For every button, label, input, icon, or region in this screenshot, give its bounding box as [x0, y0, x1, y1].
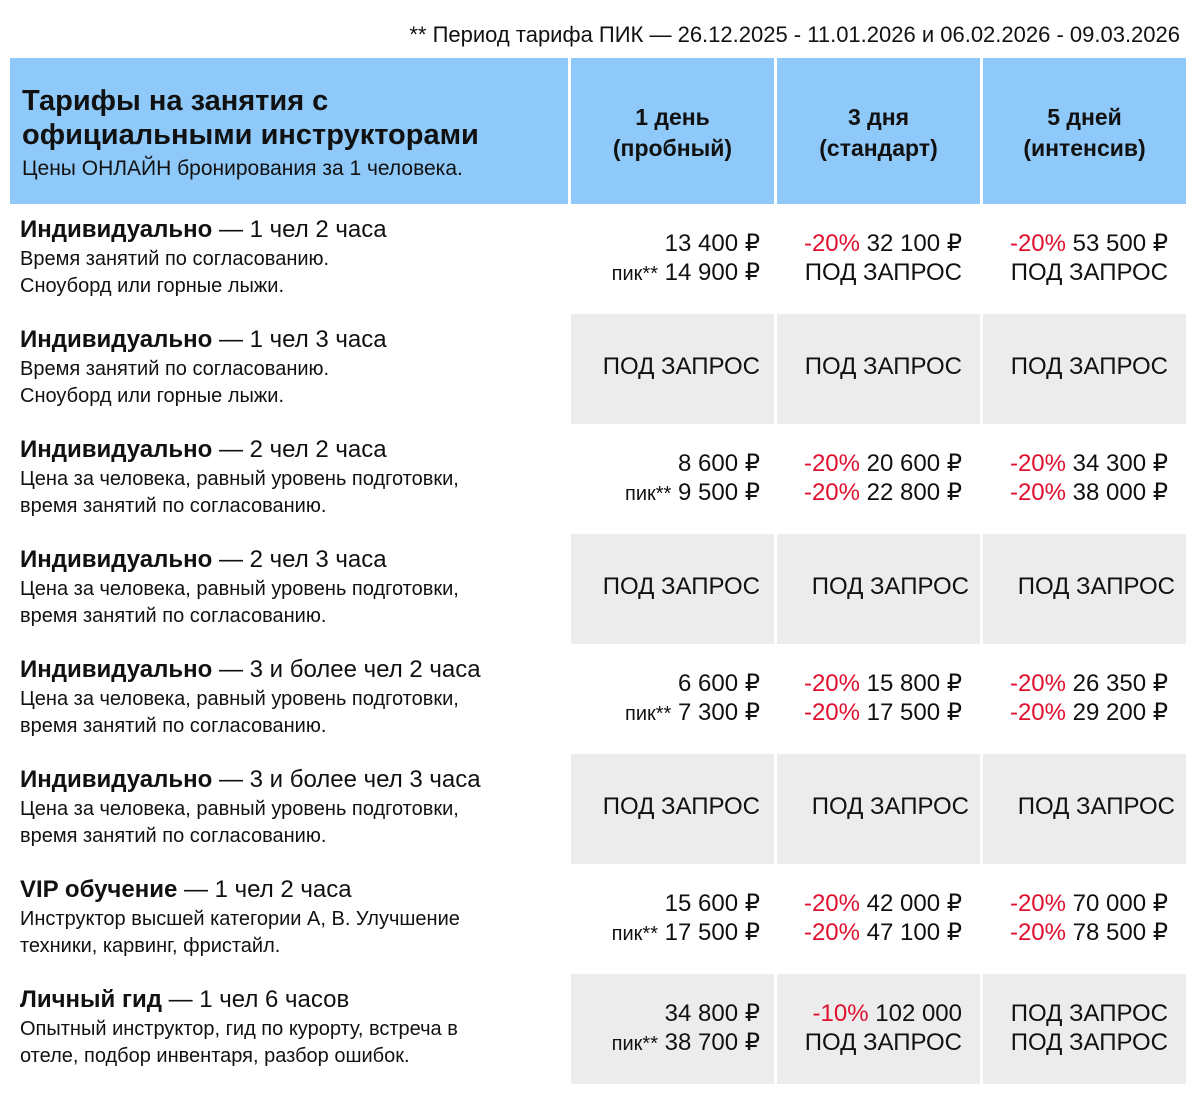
price-cell: ПОД ЗАПРОС [571, 314, 774, 424]
discount-badge: -20% [803, 450, 860, 477]
discount-badge: -20% [1009, 479, 1066, 506]
price-cell: 6 600 ₽ пик** 7 300 ₽ [571, 644, 774, 754]
price-cell: ПОД ЗАПРОС [983, 534, 1186, 644]
discount-badge: -20% [1009, 450, 1066, 477]
price-cell: -20% 42 000 ₽ -20% 47 100 ₽ [777, 864, 980, 974]
table-title: Тарифы на занятия с официальными инструкторами [22, 85, 479, 151]
table-row-desc: Индивидуально — 2 чел 3 часа Цена за человека, равный уровень подготовки, время занятий по согласованию. [10, 534, 568, 644]
header-title-cell [10, 58, 568, 204]
header-col-5days: 5 дней (интенсив) [983, 58, 1186, 204]
price-cell: 15 600 ₽ пик** 17 500 ₽ [571, 864, 774, 974]
price-cell: ПОД ЗАПРОС [983, 314, 1186, 424]
header-col-1day: 1 день (пробный) [571, 58, 774, 204]
price-cell: -20% 70 000 ₽ -20% 78 500 ₽ [983, 864, 1186, 974]
discount-badge: -20% [1009, 890, 1066, 917]
table-subtitle: Цены ОНЛАЙН бронирования за 1 человека. [22, 157, 463, 180]
price-cell: -10% 102 000 ПОД ЗАПРОС [777, 974, 980, 1084]
table-row-desc: Индивидуально — 1 чел 3 часа Время занятий по согласованию. Сноуборд или горные лыжи. [10, 314, 568, 424]
discount-badge: -20% [1009, 699, 1066, 726]
header-col-3days: 3 дня (стандарт) [777, 58, 980, 204]
table-row-desc: Индивидуально — 3 и более чел 2 часа Цена за человека, равный уровень подготовки, время занятий по согласованию. [10, 644, 568, 754]
discount-badge: -10% [812, 1000, 869, 1027]
price-cell: 34 800 ₽ пик** 38 700 ₽ [571, 974, 774, 1084]
price-cell: -20% 20 600 ₽ -20% 22 800 ₽ [777, 424, 980, 534]
price-cell: ПОД ЗАПРОС ПОД ЗАПРОС [983, 974, 1186, 1084]
price-cell: ПОД ЗАПРОС [777, 314, 980, 424]
discount-badge: -20% [803, 919, 860, 946]
discount-badge: -20% [1009, 670, 1066, 697]
table-row-desc: Личный гид — 1 чел 6 часов Опытный инструктор, гид по курорту, встреча в отеле, подбор инвентаря, разбор ошибок. [10, 974, 568, 1084]
price-cell: ПОД ЗАПРОС [983, 754, 1186, 864]
price-cell: ПОД ЗАПРОС [777, 534, 980, 644]
tariff-table [10, 58, 1186, 1084]
discount-badge: -20% [803, 890, 860, 917]
table-row-desc: Индивидуально — 3 и более чел 3 часа Цена за человека, равный уровень подготовки, время занятий по согласованию. [10, 754, 568, 864]
price-cell: 13 400 ₽ пик** 14 900 ₽ [571, 204, 774, 314]
table-row-desc: VIP обучение — 1 чел 2 часа Инструктор высшей категории А, В. Улучшение техники, карвинг, фристайл. [10, 864, 568, 974]
price-cell: -20% 34 300 ₽ -20% 38 000 ₽ [983, 424, 1186, 534]
price-cell: ПОД ЗАПРОС [571, 754, 774, 864]
price-cell: ПОД ЗАПРОС [571, 534, 774, 644]
price-cell: -20% 32 100 ₽ ПОД ЗАПРОС [777, 204, 980, 314]
discount-badge: -20% [1009, 919, 1066, 946]
discount-badge: -20% [803, 230, 860, 257]
discount-badge: -20% [803, 670, 860, 697]
price-cell: -20% 26 350 ₽ -20% 29 200 ₽ [983, 644, 1186, 754]
price-cell: ПОД ЗАПРОС [777, 754, 980, 864]
price-cell: 8 600 ₽ пик** 9 500 ₽ [571, 424, 774, 534]
discount-badge: -20% [803, 699, 860, 726]
discount-badge: -20% [803, 479, 860, 506]
price-cell: -20% 53 500 ₽ ПОД ЗАПРОС [983, 204, 1186, 314]
peak-period-note: ** Период тарифа ПИК — 26.12.2025 - 11.01.2026 и 06.02.2026 - 09.03.2026 [409, 22, 1180, 47]
price-cell: -20% 15 800 ₽ -20% 17 500 ₽ [777, 644, 980, 754]
table-row-desc: Индивидуально — 2 чел 2 часа Цена за человека, равный уровень подготовки, время занятий по согласованию. [10, 424, 568, 534]
table-row-desc: Индивидуально — 1 чел 2 часа Время занятий по согласованию. Сноуборд или горные лыжи. [10, 204, 568, 314]
discount-badge: -20% [1009, 230, 1066, 257]
